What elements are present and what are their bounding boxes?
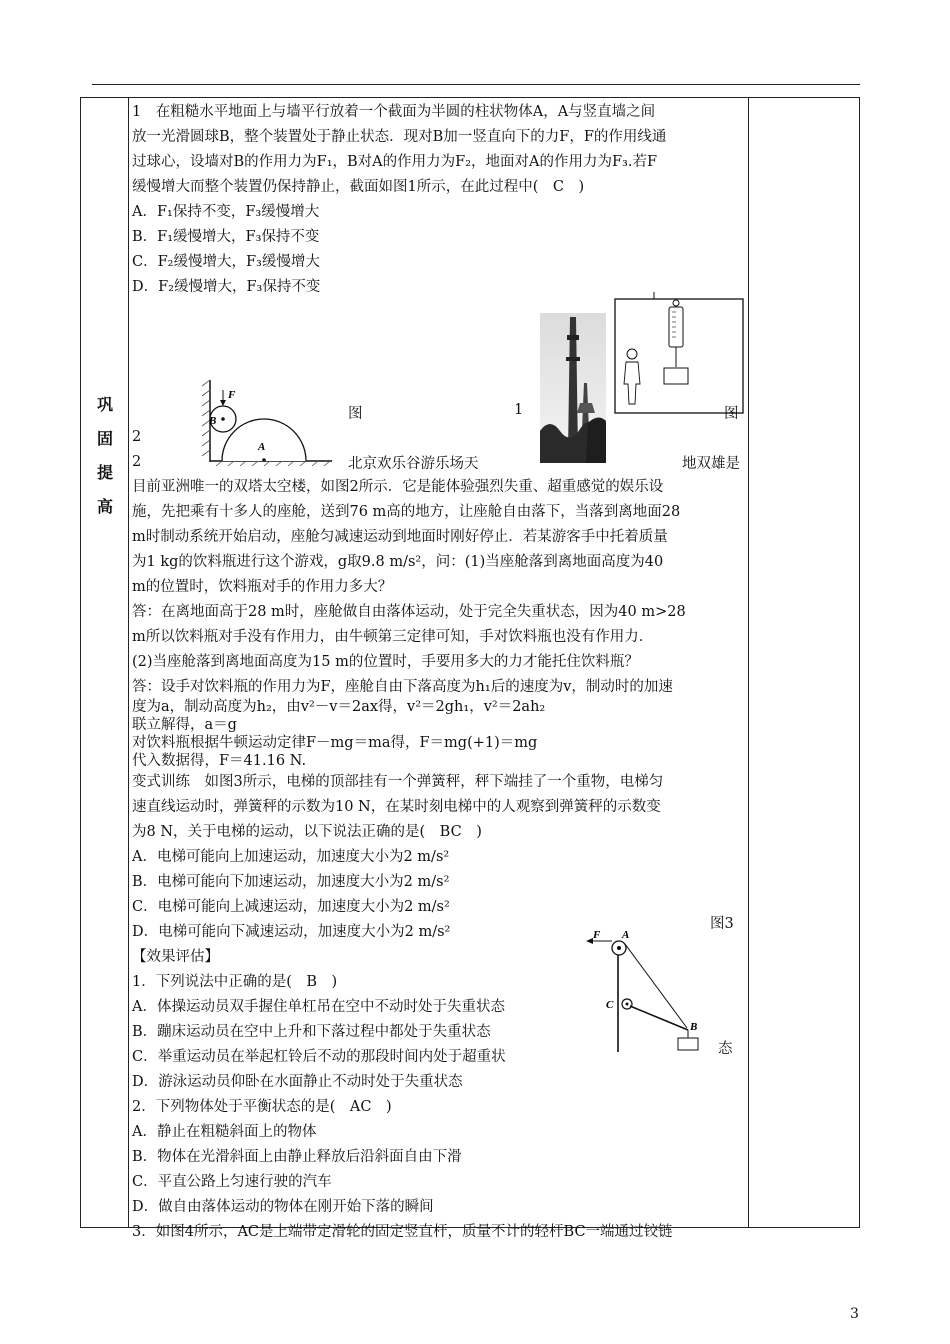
text-line: 2 <box>132 454 142 470</box>
text-line: 2．下列物体处于平衡状态的是( AC ) <box>132 1099 392 1115</box>
text-line: 缓慢增大而整个装置仍保持静止，截面如图1所示，在此过程中( C ) <box>132 179 585 195</box>
text-line: 放一光滑圆球B，整个装置处于静止状态．现对B加一竖直向下的力F，F的作用线通 <box>132 129 667 145</box>
fig1-caption-num: 1 <box>514 402 524 418</box>
text-line: A．电梯可能向上加速运动，加速度大小为2 m/s² <box>132 849 450 865</box>
fig2-caption-word: 图 <box>724 406 739 422</box>
text-line: 度为a，制动高度为h₂，由v²－v＝2ax得，v²＝2gh₁，v²＝2ah₂ <box>132 699 546 715</box>
text-line: m所以饮料瓶对手没有作用力，由牛顿第三定律可知，手对饮料瓶也没有作用力． <box>132 629 654 645</box>
text-line: A．F₁保持不变，F₃缓慢增大 <box>132 204 320 220</box>
header-rule <box>92 84 860 85</box>
column-divider-right <box>748 98 749 1227</box>
section-label-char: 巩 <box>96 395 113 414</box>
text-line: m时制动系统开始启动，座舱匀减速运动到地面时刚好停止．若某游客手中托着质量 <box>132 529 668 545</box>
section-label-char: 固 <box>96 429 113 448</box>
section-label-char: 高 <box>96 497 113 516</box>
text-line: 联立解得，a＝g <box>132 717 237 733</box>
overweight-state-text: 态 <box>718 1041 733 1057</box>
text-line: D．做自由落体运动的物体在刚开始下落的瞬间 <box>132 1199 434 1215</box>
text-line: 速直线运动时，弹簧秤的示数为10 N，在某时刻电梯中的人观察到弹簧秤的示数变 <box>132 799 661 815</box>
text-line: D．电梯可能向下减速运动，加速度大小为2 m/s² <box>132 924 451 940</box>
text-line: D．游泳运动员仰卧在水面静止不动时处于失重状态 <box>132 1074 463 1090</box>
text-line: 变式训练 如图3所示，电梯的顶部挂有一个弹簧秤，秤下端挂了一个重物，电梯匀 <box>132 774 664 790</box>
text-line: C．举重运动员在举起杠铃后不动的那段时间内处于超重状 <box>132 1049 506 1065</box>
text-line: 答：在离地面高于28 m时，座舱做自由落体运动，处于完全失重状态，因为40 m>28 <box>132 604 686 620</box>
text-line: 2 <box>132 429 142 445</box>
text-line: 代入数据得，F＝41.16 N. <box>132 753 307 769</box>
label-A: A <box>258 441 266 453</box>
text-line: B．电梯可能向下加速运动，加速度大小为2 m/s² <box>132 874 450 890</box>
text-line: A．静止在粗糙斜面上的物体 <box>132 1124 317 1140</box>
tower-photo <box>540 313 606 463</box>
text-line: 过球心，设墙对B的作用力为F₁，B对A的作用力为F₂，地面对A的作用力为F₃.若F <box>132 154 658 170</box>
text-line: D．F₂缓慢增大，F₃保持不变 <box>132 279 321 295</box>
column-divider-left <box>128 98 129 1227</box>
figure-1-diagram <box>196 378 336 466</box>
text-line: 答：设手对饮料瓶的作用力为F，座舱自由下落高度为h₁后的速度为v，制动时的加速 <box>132 679 673 695</box>
label-B: B <box>690 1021 698 1033</box>
figure-4-diagram <box>578 930 708 1056</box>
label-C: C <box>606 999 614 1011</box>
label-F: F <box>228 389 236 401</box>
text-line: C．F₂缓慢增大，F₃缓慢增大 <box>132 254 320 270</box>
text-line: 为8 N，关于电梯的运动，以下说法正确的是( BC ) <box>132 824 482 840</box>
text-line: 施，先把乘有十多人的座舱，送到76 m高的地方，让座舱自由落下，当落到离地面28 <box>132 504 681 520</box>
page-number: 3 <box>850 1306 859 1322</box>
section-label-char: 提 <box>96 463 113 482</box>
text-line: (2)当座舱落到离地面高度为15 m的位置时，手要用多大的力才能托住饮料瓶？ <box>132 654 639 670</box>
text-line: 为1 kg的饮料瓶进行这个游戏，g取9.8 m/s²，问：(1)当座舱落到离地面高度为40 <box>132 554 664 570</box>
text-line: 1 在粗糙水平地面上与墙平行放着一个截面为半圆的柱状物体A，A与竖直墙之间 <box>132 104 656 120</box>
text-line: m的位置时，饮料瓶对手的作用力多大？ <box>132 579 393 595</box>
text-line: 1．下列说法中正确的是( B ) <box>132 974 338 990</box>
fig1-caption-word: 图 <box>348 406 363 422</box>
twin-tower-text: 地双雄是 <box>682 456 740 472</box>
label-B: B <box>209 415 217 427</box>
label-A: A <box>622 930 630 941</box>
section-label <box>81 388 129 524</box>
text-line: A．体操运动员双手握住单杠吊在空中不动时处于失重状态 <box>132 999 505 1015</box>
park-name-text: 北京欢乐谷游乐场天 <box>348 456 479 472</box>
text-line: B．F₁缓慢增大，F₃保持不变 <box>132 229 320 245</box>
figure-3-diagram <box>614 292 744 414</box>
text-line: 【效果评估】 <box>132 949 219 965</box>
text-line: C．电梯可能向上减速运动，加速度大小为2 m/s² <box>132 899 450 915</box>
text-line: B．物体在光滑斜面上由静止释放后沿斜面自由下滑 <box>132 1149 462 1165</box>
text-line: 3．如图4所示，AC是上端带定滑轮的固定竖直杆，质量不计的轻杆BC一端通过铰链 <box>132 1224 673 1240</box>
text-line: 对饮料瓶根据牛顿运动定律F－mg＝ma得，F＝mg(+1)＝mg <box>132 735 538 751</box>
text-line: C．平直公路上匀速行驶的汽车 <box>132 1174 332 1190</box>
label-F: F <box>593 930 601 941</box>
text-line: B．蹦床运动员在空中上升和下落过程中都处于失重状态 <box>132 1024 491 1040</box>
text-line: 目前亚洲唯一的双塔太空楼，如图2所示．它是能体验强烈失重、超重感觉的娱乐设 <box>132 479 664 495</box>
fig3-caption: 图3 <box>710 916 734 932</box>
